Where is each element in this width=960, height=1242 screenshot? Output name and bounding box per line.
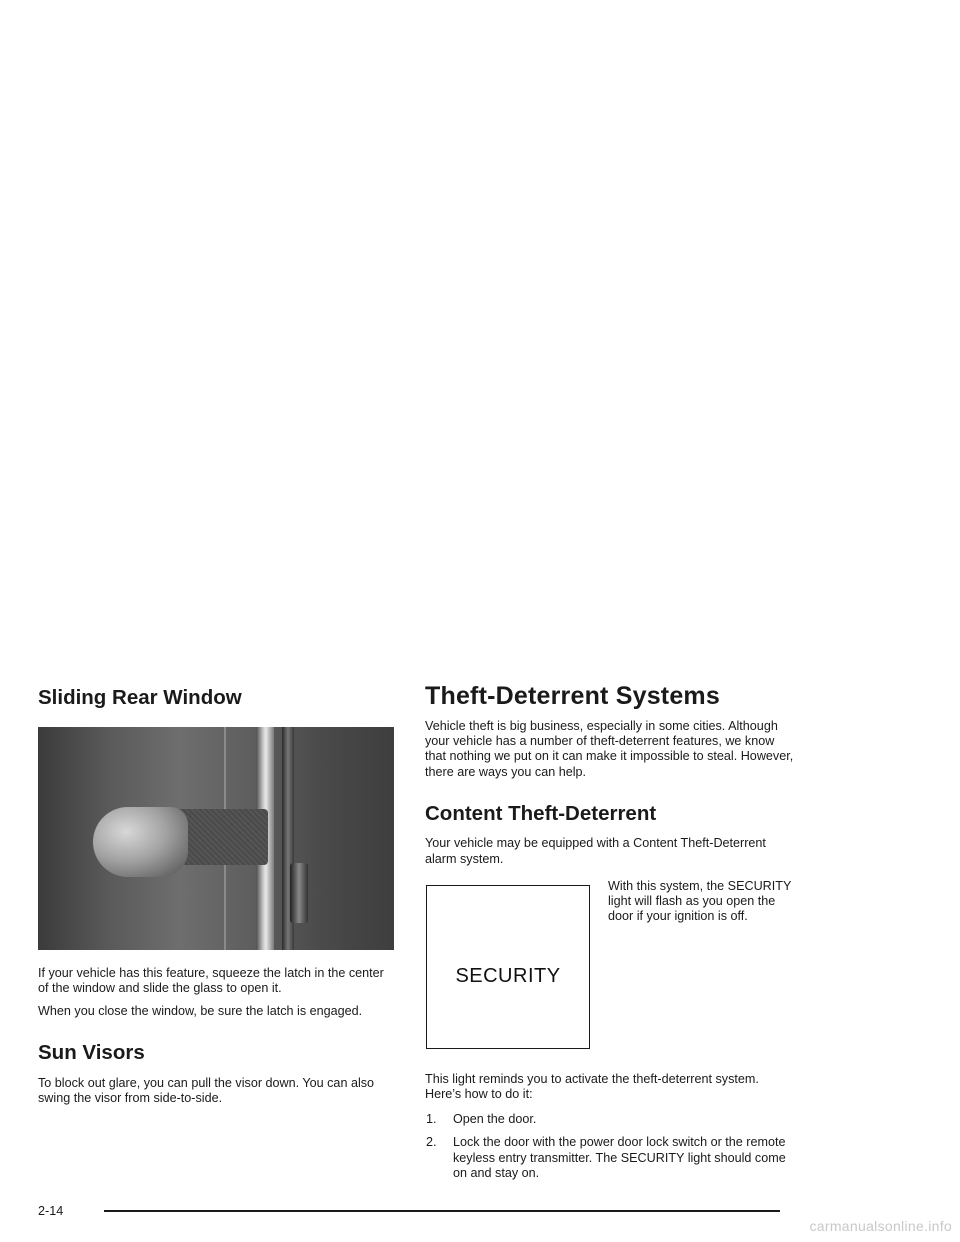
- footer-divider: [104, 1210, 780, 1212]
- sun-visors-paragraph: To block out glare, you can pull the visor down. You can also swing the visor from side-to-side.: [38, 1075, 375, 1105]
- reminder-paragraph: This light reminds you to activate the theft-deterrent system. Here’s how to do it:: [425, 1071, 759, 1102]
- security-light-label: SECURITY: [455, 965, 561, 988]
- right-column: [425, 682, 795, 1181]
- theft-deterrent-paragraph: Vehicle theft is big business, especially in some cities. Although your vehicle has a number of theft-deterrent features, we know that nothing we put on it can make it impossible to steal. However, there are ways you can help.: [425, 719, 794, 779]
- content-theft-paragraph: Your vehicle may be equipped with a Content Theft-Deterrent alarm system.: [425, 836, 766, 866]
- latch-catch: [290, 863, 308, 923]
- theft-deterrent-heading: Theft-Deterrent Systems: [425, 682, 720, 710]
- sliding-window-latch-photo: [38, 727, 394, 950]
- activation-steps: [425, 1112, 795, 1181]
- content-theft-heading: Content Theft-Deterrent: [425, 801, 657, 825]
- security-light-icon: [426, 885, 590, 1049]
- page-number: 2-14: [38, 1204, 64, 1218]
- sliding-window-paragraph-1: If your vehicle has this feature, squeeze the latch in the center of the window and slide the glass to open it.: [38, 965, 384, 995]
- security-light-figure: [425, 878, 795, 1077]
- step-2: 2. Lock the door with the power door lock switch or the remote keyless entry transmitter. The SECURITY light should come on and stay on.: [426, 1135, 786, 1180]
- left-column: [38, 686, 394, 1106]
- sliding-rear-window-heading: Sliding Rear Window: [38, 686, 242, 709]
- sliding-window-paragraph-2: When you close the window, be sure the latch is engaged.: [38, 1004, 363, 1018]
- watermark: carmanualsonline.info: [809, 1218, 952, 1234]
- latch-knob: [93, 807, 188, 877]
- security-light-caption: With this system, the SECURITY light will flash as you open the door if your ignition is off.: [608, 878, 792, 924]
- step-1: 1. Open the door.: [426, 1112, 537, 1127]
- sun-visors-heading: Sun Visors: [38, 1041, 145, 1065]
